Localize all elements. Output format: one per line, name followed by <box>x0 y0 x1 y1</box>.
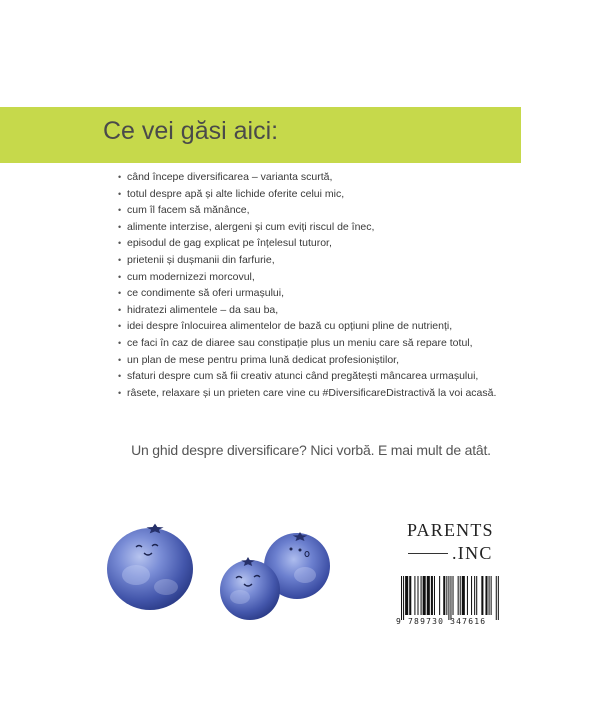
barcode-bar <box>409 576 411 615</box>
barcode-bar <box>474 576 475 615</box>
barcode-bar <box>431 576 433 615</box>
barcode-bar <box>489 576 490 615</box>
list-item: • un plan de mese pentru prima lună dedicat profesioniștilor, <box>127 352 512 369</box>
barcode-bar <box>471 576 472 615</box>
blueberry-highlight <box>122 565 150 585</box>
list-item: • ce condimente să oferi urmașului, <box>127 285 512 302</box>
list-item: • prietenii și dușmanii din farfurie, <box>127 252 512 269</box>
blueberry-eye <box>290 548 293 551</box>
barcode-bars <box>395 572 505 620</box>
barcode-bar <box>401 576 402 620</box>
section-heading: Ce vei găsi aici: <box>103 117 279 145</box>
blueberry-eye <box>299 549 302 552</box>
blueberry-body <box>107 528 193 610</box>
barcode-bar <box>496 576 497 620</box>
barcode-bar <box>417 576 418 615</box>
barcode-bar <box>498 576 499 620</box>
barcode-bar <box>403 576 404 620</box>
barcode-bar <box>462 576 465 615</box>
barcode-bar <box>485 576 487 615</box>
barcode-bar <box>491 576 492 615</box>
barcode-bar <box>467 576 468 615</box>
barcode-bar <box>448 576 449 620</box>
list-item: • totul despre apă și alte lichide oferite celui mic, <box>127 186 512 203</box>
list-item: • alimente interzise, alergeni și cum eviți riscul de înec, <box>127 219 512 236</box>
list-item: • idei despre înlocuirea alimentelor de bază cu opțiuni pline de nutrienți, <box>127 318 512 335</box>
contents-list <box>127 169 512 401</box>
barcode-bar <box>476 576 477 615</box>
blueberry-highlight <box>230 590 250 604</box>
list-item: • hidratezi alimentele – da sau ba, <box>127 302 512 319</box>
barcode-bar <box>453 576 454 615</box>
blueberry-highlight <box>294 567 316 583</box>
barcode-bar <box>434 576 435 615</box>
barcode-bar <box>427 576 430 615</box>
barcode-bar <box>458 576 459 615</box>
barcode-bar <box>446 576 447 615</box>
list-item: • cum modernizezi morcovul, <box>127 269 512 286</box>
list-item: • când începe diversificarea – varianta scurtă, <box>127 169 512 186</box>
barcode-bar <box>414 576 415 615</box>
list-item: • sfaturi despre cum să fii creativ atunci când pregătești mâncarea urmașului, <box>127 368 512 385</box>
barcode-bar <box>481 576 483 615</box>
barcode-bar <box>421 576 422 615</box>
publisher-name: PARENTS <box>407 520 494 540</box>
list-item: • ce faci în caz de diaree sau constipație plus un meniu care să repare totul, <box>127 335 512 352</box>
list-item: • cum îl facem să mănânce, <box>127 202 512 219</box>
list-item: • râsete, relaxare și un prieten care vine cu #DiversificareDistractivă la voi acasă. <box>127 385 512 402</box>
barcode-bar <box>460 576 461 615</box>
isbn-barcode <box>395 572 505 630</box>
tagline: Un ghid despre diversificare? Nici vorbă. E mai mult de atât. <box>131 442 491 458</box>
list-item: • episodul de gag explicat pe înțelesul tuturor, <box>127 235 512 252</box>
barcode-digits: 9 789730 347616 <box>396 617 487 626</box>
blueberries-illustration <box>100 515 340 625</box>
barcode-bar <box>450 576 451 620</box>
barcode-bar <box>405 576 408 615</box>
barcode-bar <box>423 576 426 615</box>
blueberry-left <box>107 524 193 610</box>
barcode-bar <box>443 576 445 615</box>
publisher-suffix: .INC <box>452 543 493 563</box>
publisher-rule <box>408 553 448 554</box>
blueberry-highlight <box>154 579 178 595</box>
barcode-bar <box>439 576 440 615</box>
blueberry-body <box>220 560 280 620</box>
